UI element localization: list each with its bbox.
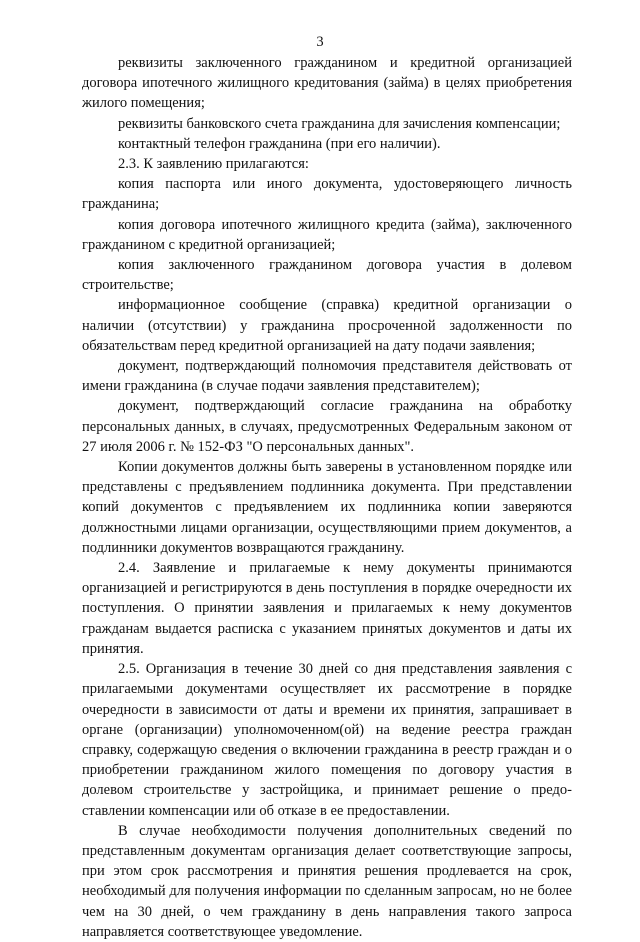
section-2-5-review: 2.5. Организация в течение 30 дней со дня представления заявления с прилагаемыми документами осуществляет их рассмотрение в порядке очередности в зависимости от даты и времени их принятия, запрашивает в органе (организации) уполномоченном(ой) на ведение реестра граждан справку, содержащую сведения о включении гражданина в реестр граждан и о приобретении гражданином жилого помещения по договору участия в долевом строительстве у застройщика, и принимает решение о предо-ставлении компенсации или об отказе в ее предоставлении. — [82, 661, 572, 819]
paragraph-mortgage-agreement-details: реквизиты заключенного гражданином и кредитной организацией договора ипотечного жилищного кредитования (займа) в целях приобретения жилого помещения; — [82, 55, 572, 112]
paragraph-bank-information-letter: информационное сообщение (справка) кредитной организации о наличии (отсутствии) у гражданина просроченной задолженности по обязательствам перед кредитной организацией на дату подачи заявления; — [82, 297, 572, 354]
paragraph-bank-account-details: реквизиты банковского счета гражданина для зачисления компенсации; — [118, 115, 561, 132]
paragraph-additional-information-requests: В случае необходимости получения дополнительных сведений по представленным документам организация делает соответствующие запросы, при этом срок рассмотрения и принятия решения продлевается на срок, необходимый для получения информации по сделанным запросам, но не более чем на 30 дней, о чем гражданину в день направления такого запроса направляется соответствующее уведомление. — [82, 822, 572, 940]
paragraph-copy-certification: Копии документов должны быть заверены в установленном порядке или представлены с предъявлением подлинника документа. При представлении копий документов с предъявлением их подлинника копии заверяются должностными лицами организации, осуществляющими прием документов, а подлинники документов возвращаются гражданину. — [82, 459, 572, 556]
section-2-4-registration: 2.4. Заявление и прилагаемые к нему документы принимаются организацией и регистрируются в день поступления в порядке очередности их поступления. О принятии заявления и прилагаемых к нему документов гражданам выдается расписка с указанием принятых документов и даты их принятия. — [82, 560, 572, 657]
paragraph-passport-copy: копия паспорта или иного документа, удостоверяющего личность гражданина; — [82, 176, 572, 213]
paragraph-shared-construction-contract-copy: копия заключенного гражданином договора участия в долевом строительстве; — [82, 257, 572, 294]
paragraph-loan-agreement-copy: копия договора ипотечного жилищного кредита (займа), заключенного гражданином с кредитной организацией; — [82, 216, 572, 253]
section-heading-2-3: 2.3. К заявлению прилагаются: — [118, 156, 309, 173]
page-number: 3 — [316, 34, 324, 50]
document-body — [82, 53, 572, 942]
paragraph-representative-authority: документ, подтверждающий полномочия представителя действовать от имени гражданина (в случае подачи заявления представителем); — [82, 358, 572, 395]
paragraph-contact-phone: контактный телефон гражданина (при его наличии). — [118, 135, 441, 152]
paragraph-personal-data-consent: документ, подтверждающий согласие гражданина на обработку персональных данных, в случаях, предусмотренных Федеральным законом от 27 июля 2006 г. № 152-ФЗ "О персональных данных". — [82, 398, 572, 455]
